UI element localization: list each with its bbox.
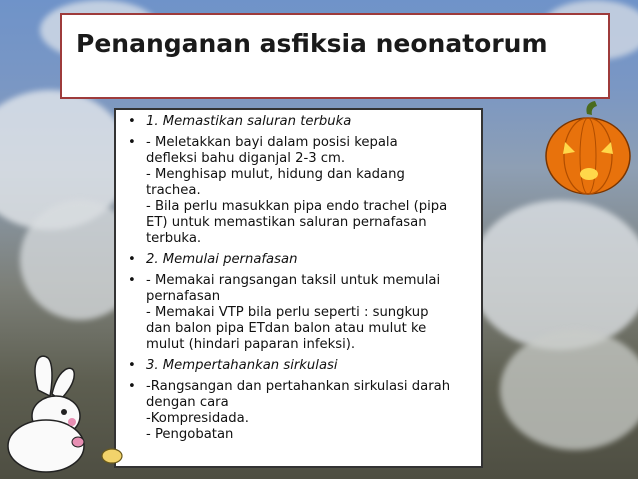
list-item-heading <box>126 358 475 374</box>
background-blossom <box>500 330 638 450</box>
list-item-text: - Memakai rangsangan taksil untuk memulai pernafasan - Memakai VTP bila perlu seperti : sungkup dan balon pipa ETdan balon atau mulut ke mulut (hindari paparan infeksi). <box>146 273 441 352</box>
list-item-text: -Rangsangan dan pertahankan sirkulasi darah dengan cara -Kompresidada. - Pengobatan <box>146 379 451 442</box>
content-box <box>114 108 483 468</box>
bullet-list <box>116 110 481 443</box>
bullet-marker: • <box>128 273 136 288</box>
background-blossom <box>470 200 638 350</box>
bullet-marker: • <box>128 252 136 267</box>
bullet-marker: • <box>128 135 136 150</box>
bullet-marker: • <box>128 379 136 394</box>
list-item-text: 1. Memastikan saluran terbuka <box>146 114 352 129</box>
list-item <box>126 273 475 353</box>
list-item <box>126 379 475 443</box>
list-item-text: 2. Memulai pernafasan <box>146 252 298 267</box>
bullet-marker: • <box>128 358 136 373</box>
list-item-heading <box>126 114 475 130</box>
slide-title: Penanganan asfiksia neonatorum <box>76 29 548 58</box>
rabbit-icon <box>0 350 130 476</box>
list-item-heading <box>126 252 475 268</box>
list-item-text: 3. Mempertahankan sirkulasi <box>146 358 338 373</box>
pumpkin-icon <box>543 100 633 196</box>
bullet-marker: • <box>128 114 136 129</box>
list-item <box>126 135 475 247</box>
title-box <box>60 13 610 99</box>
list-item-text: - Meletakkan bayi dalam posisi kepala defleksi bahu diganjal 2-3 cm. - Menghisap mulut, hidung dan kadang trachea. - Bila perlu masukkan pipa endo trachel (pipa ET) untuk memastikan saluran pernafasan terbuka. <box>146 135 448 246</box>
